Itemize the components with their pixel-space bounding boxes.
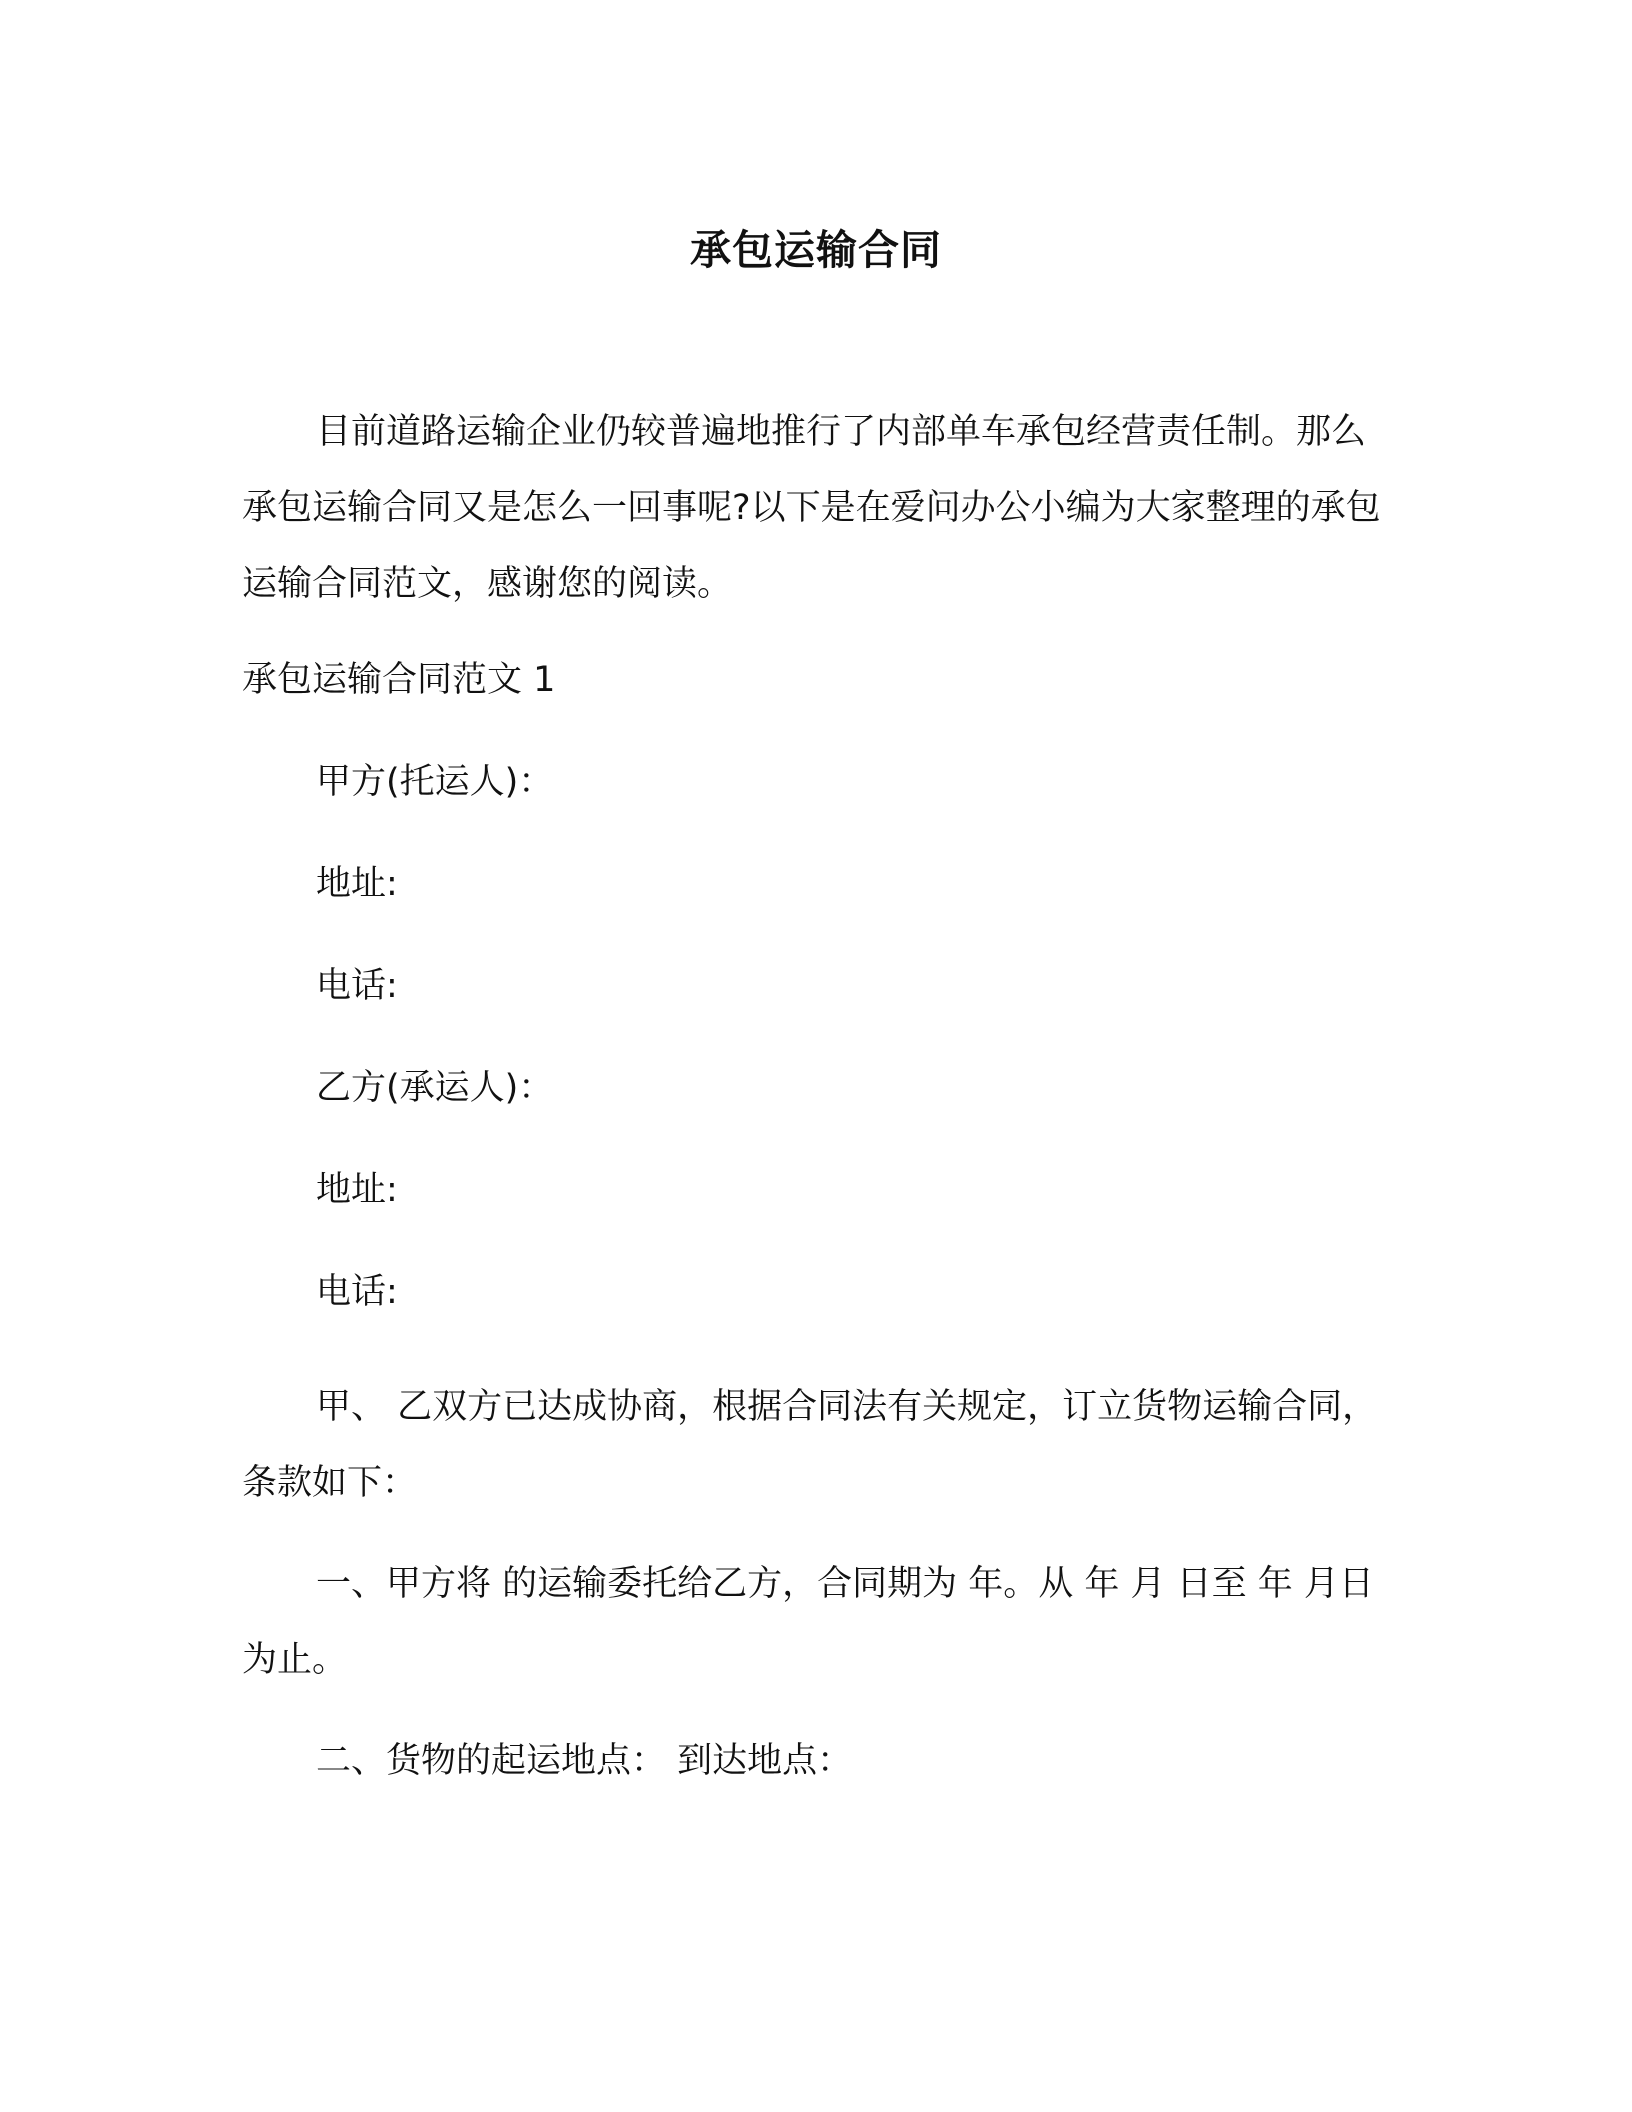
party-b-phone: 电话: — [316, 1272, 398, 1312]
intro-paragraph: 目前道路运输企业仍较普遍地推行了内部单车承包经营责任制。那么承包运输合同又是怎么一回事呢?以下是在爱问办公小编为大家整理的承包运输合同范文，感谢您的阅读。 — [242, 412, 1381, 604]
section-heading: 承包运输合同范文 1 — [242, 660, 556, 700]
party-b-label: 乙方(承运人)： — [316, 1068, 554, 1108]
party-a-label: 甲方(托运人)： — [316, 762, 554, 802]
clause-2: 二、货物的起运地点： 到达地点： — [316, 1741, 853, 1781]
party-b-address: 地址: — [316, 1170, 398, 1210]
party-a-phone: 电话: — [316, 966, 398, 1006]
party-a-address: 地址: — [316, 864, 398, 904]
clause-1: 一、甲方将 的运输委托给乙方，合同期为 年。从 年 月 日至 年 月日为止。 — [242, 1564, 1374, 1680]
document-title: 承包运输合同 — [690, 226, 942, 274]
agreement-paragraph: 甲、 乙双方已达成协商，根据合同法有关规定，订立货物运输合同，条款如下： — [242, 1387, 1378, 1503]
